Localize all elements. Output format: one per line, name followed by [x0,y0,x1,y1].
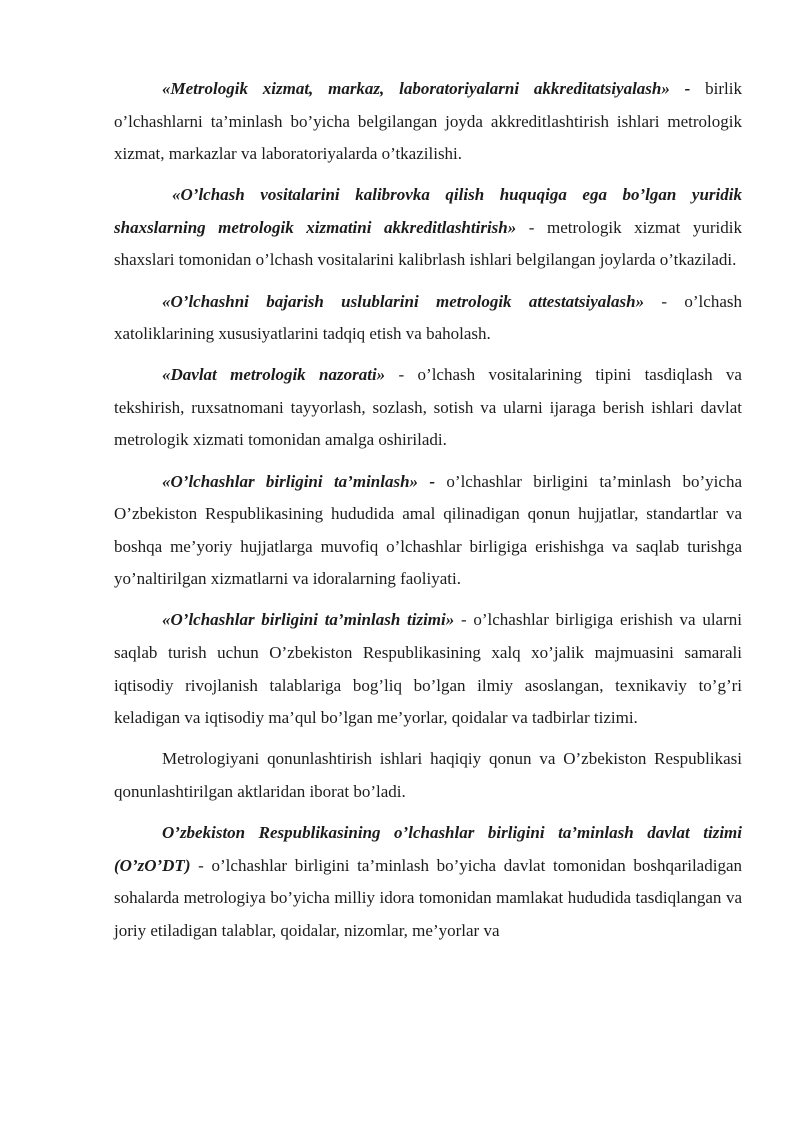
definition-uniformity-system: - o’lchashlar birligiga erishish va ularni saqlab turish uchun O’zbekiston Respublikasining xalq xo’jalik majmuasini samarali iqtisodiy rivojlanish talablariga bog’liq bo’lgan ilmiy asoslangan, texnikaviy to’g’ri keladigan va iqtisodiy ma’qul bo’lgan me’yorlar, qoidalar va tadbirlar tizimi. [114,610,742,728]
term-method-attestation: «O’lchashni bajarish uslublarini metrologik attestatsiyalash» [162,291,645,311]
definition-state-metrological-control: - o’lchash vositalarining tipini tasdiqlash va tekshirish, ruxsatnomani tayyorlash, sozlash, sotish va ularni ijaraga berish ishlari davlat metrologik xizmati tomonidan amalga oshiriladi. [114,365,742,450]
definition-state-system: - o’lchashlar birligini ta’minlash bo’yicha davlat tomonidan boshqariladigan sohalarda metrologiya bo’yicha milliy idora tomonidan mamlakat hududida tasdiqlangan va joriy etiladigan talablar, qoidalar, nizomlar, me’yorlar va [114,855,742,940]
definition-calibration-accreditation: - metrologik xizmat yuridik shaxslari tomonidan o’lchash vositalarini kalibrlash ishlari belgilangan joylarda o’tkaziladi. [114,217,742,270]
term-uniformity-system: «O’lchashlar birligini ta’minlash tizimi» [162,610,455,630]
document-body [114,73,742,956]
definition-measurement-uniformity: o’lchashlar birligini ta’minlash bo’yicha O’zbekiston Respublikasining hududida amal qilinadigan qonun hujjatlar, standartlar va boshqa me’yoriy hujjatlarga muvofiq o’lchashlar birligiga erishishga va saqlab turishga yo’naltirilgan xizmatlarni va idoralarning faoliyati. [114,471,742,589]
paragraph-legal-metrology [114,743,742,808]
definition-metrological-accreditation: birlik o’lchashlarni ta’minlash bo’yicha belgilangan joyda akkreditlashtirish ishlari metrologik xizmat, markazlar va laboratoriyalarda o’tkazilishi. [114,79,742,164]
paragraph-metrological-accreditation [114,73,742,171]
paragraph-uniformity-system [114,604,742,734]
term-calibration-accreditation: «O’lchash vositalarini kalibrovka qilish huquqiga ega bo’lgan yuridik shaxslarning metrologik xizmatini akkreditlashtirish» [114,185,742,237]
text-legal-metrology: Metrologiyani qonunlashtirish ishlari haqiqiy qonun va O’zbekiston Respublikasi qonunlashtirilgan aktlaridan iborat bo’ladi. [114,749,742,801]
paragraph-state-metrological-control [114,359,742,457]
term-state-metrological-control: «Davlat metrologik nazorati» [162,365,386,385]
term-measurement-uniformity: «O’lchashlar birligini ta’minlash» - [162,471,436,491]
paragraph-state-system [114,817,742,947]
definition-method-attestation: - o’lchash xatoliklarining xususiyatlarini tadqiq etish va baholash. [114,291,742,344]
paragraph-method-attestation [114,286,742,351]
term-state-system: O’zbekiston Respublikasining o’lchashlar birligini ta’minlash davlat tizimi (O’zO’DT) [114,822,742,875]
paragraph-measurement-uniformity [114,466,742,596]
paragraph-calibration-accreditation [114,179,742,277]
term-metrological-accreditation: «Metrologik xizmat, markaz, laboratoriyalarni akkreditatsiyalash» - [162,79,691,98]
